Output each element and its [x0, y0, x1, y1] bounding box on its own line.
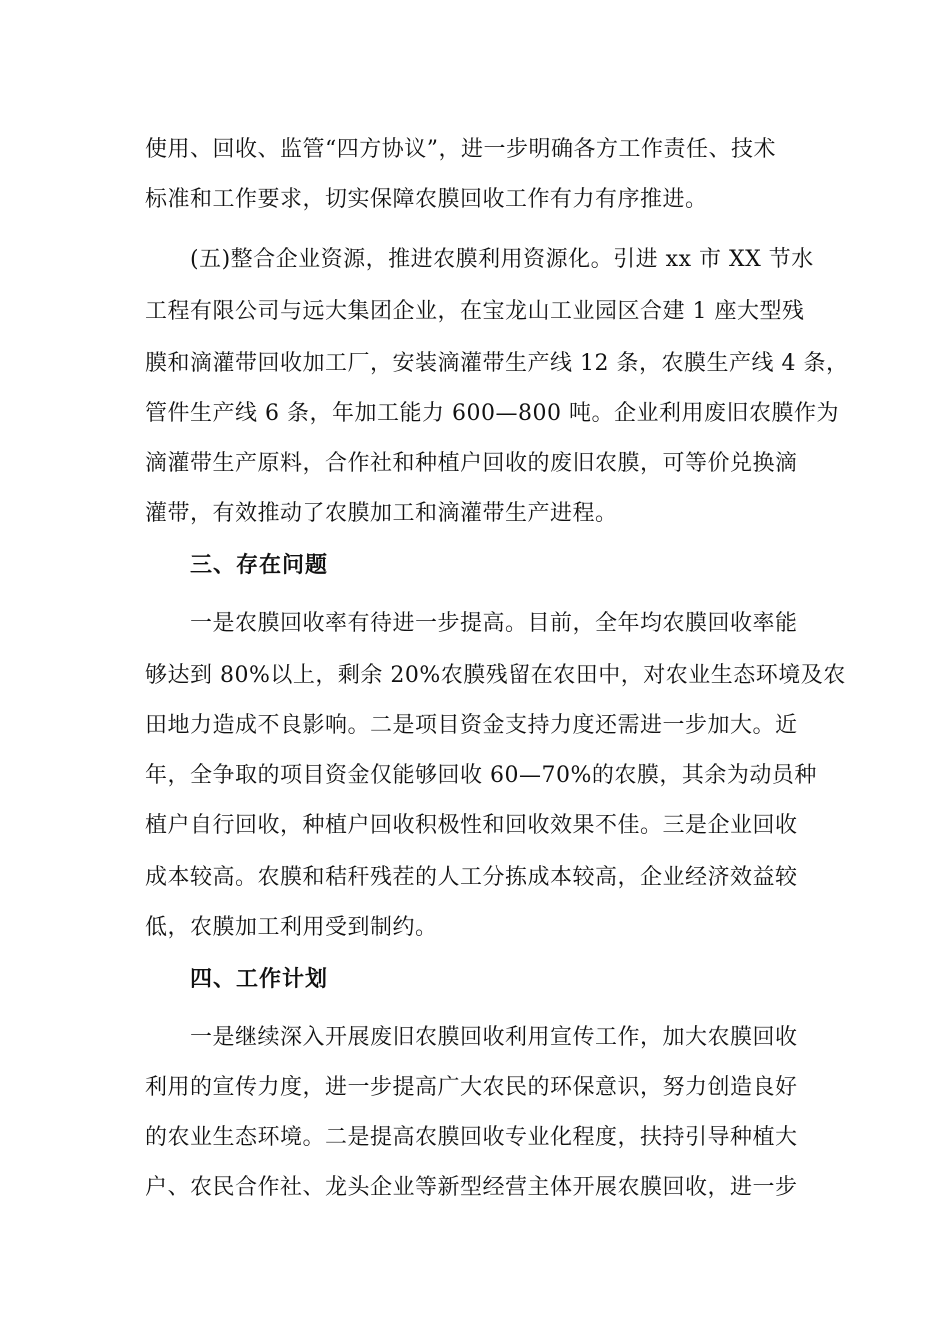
section-heading: 四、工作计划 — [190, 967, 329, 992]
paragraph-line: (五)整合企业资源，推进农膜利用资源化。引进 xx 市 XX 节水 — [190, 247, 814, 272]
paragraph-line: 一是农膜回收率有待进一步提高。目前，全年均农膜回收率能 — [190, 611, 798, 636]
paragraph-line: 灌带，有效推动了农膜加工和滴灌带生产进程。 — [145, 501, 618, 526]
paragraph-line: 工程有限公司与远大集团企业，在宝龙山工业园区合建 1 座大型残 — [145, 299, 805, 324]
paragraph-line: 利用的宣传力度，进一步提高广大农民的环保意识，努力创造良好 — [145, 1075, 798, 1100]
paragraph-line: 够达到 80%以上，剩余 20%农膜残留在农田中，对农业生态环境及农 — [145, 663, 846, 688]
paragraph-line: 使用、回收、监管“四方协议”，进一步明确各方工作责任、技术 — [145, 137, 776, 162]
paragraph-line: 植户自行回收，种植户回收积极性和回收效果不佳。三是企业回收 — [145, 813, 798, 838]
paragraph-line: 低，农膜加工利用受到制约。 — [145, 915, 438, 940]
paragraph-line: 标准和工作要求，切实保障农膜回收工作有力有序推进。 — [145, 187, 708, 212]
paragraph-line: 管件生产线 6 条，年加工能力 600—800 吨。企业利用废旧农膜作为 — [145, 401, 839, 426]
paragraph-line: 年，全争取的项目资金仅能够回收 60—70%的农膜，其余为动员种 — [145, 763, 817, 788]
paragraph-line: 田地力造成不良影响。二是项目资金支持力度还需进一步加大。近 — [145, 713, 798, 738]
paragraph-line: 的农业生态环境。二是提高农膜回收专业化程度，扶持引导种植大 — [145, 1125, 798, 1150]
paragraph-line: 滴灌带生产原料，合作社和种植户回收的废旧农膜，可等价兑换滴 — [145, 451, 798, 476]
paragraph-line: 膜和滴灌带回收加工厂，安装滴灌带生产线 12 条，农膜生产线 4 条， — [145, 351, 849, 376]
paragraph-line: 成本较高。农膜和秸秆残茬的人工分拣成本较高，企业经济效益较 — [145, 865, 798, 890]
section-heading: 三、存在问题 — [190, 553, 329, 578]
paragraph-line: 一是继续深入开展废旧农膜回收利用宣传工作，加大农膜回收 — [190, 1025, 798, 1050]
paragraph-line: 户、农民合作社、龙头企业等新型经营主体开展农膜回收，进一步 — [145, 1175, 798, 1200]
